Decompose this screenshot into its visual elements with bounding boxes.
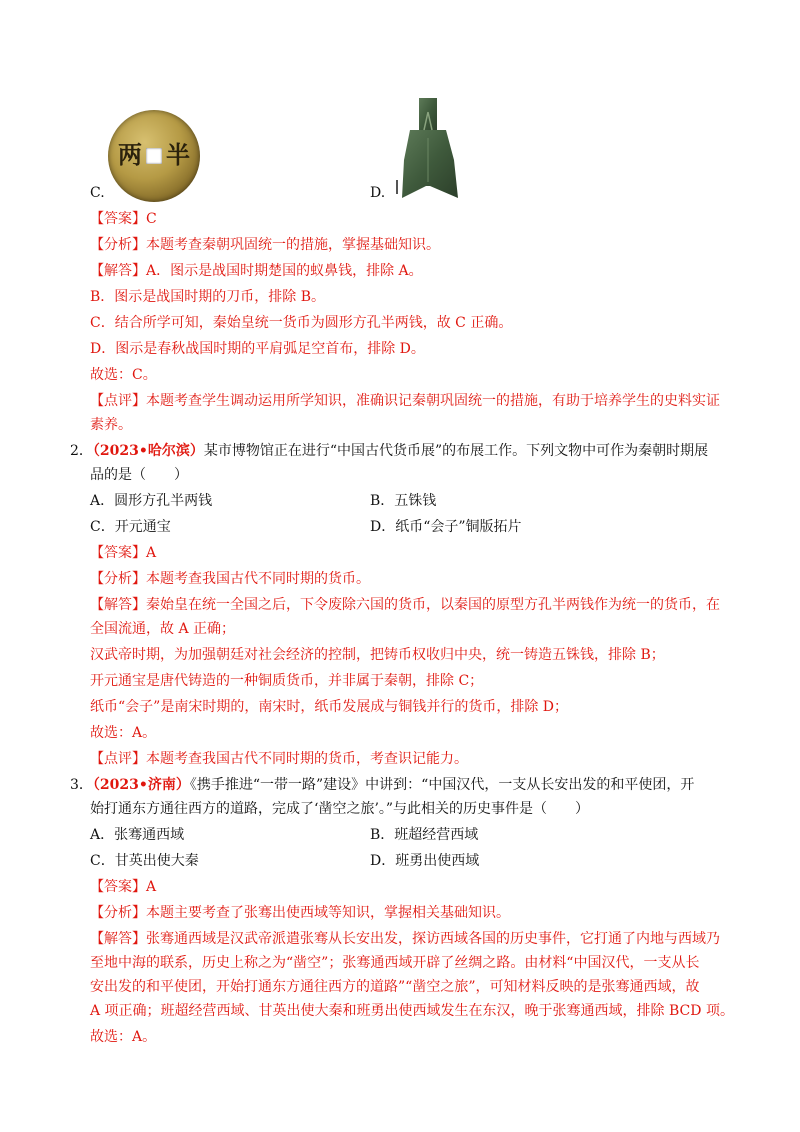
coin-square-hole [146,148,162,164]
q2-number: 2． [70,443,93,459]
q2-stem-text: 某市博物馆正在进行“中国古代货币展”的布展工作。下列文物中可作为秦朝时期展 [203,443,709,459]
q2-source: （2023•哈尔滨） [92,443,204,459]
q3-stem-line2: 始打通东方通往西方的道路，完成了‘凿空之旅’。”与此相关的历史事件是（ ） [90,801,590,817]
q1-comment-line1: 【点评】本题考查学生调动运用所学知识，准确识记秦朝巩固统一的措施，有助于培养学生的史料实证 [90,393,720,409]
q3-stem-text: 《携手推进“一带一路”建设》中讲到：“中国汉代，一支从长安出发的和平使团，开 [189,777,695,793]
q2-option-a: A．圆形方孔半两钱 [90,493,213,509]
q2-choice: 故选：A。 [90,725,157,741]
q1-solution-a: 【解答】A．图示是战国时期楚国的蚁鼻钱，排除 A。 [90,263,423,279]
q3-solution-line1: 【解答】张骞通西域是汉武帝派遣张骞从长安出发，探访西域各国的历史事件，它打通了内地与西域乃 [90,931,720,947]
q3-analysis: 【分析】本题主要考查了张骞出使西域等知识，掌握相关基础知识。 [90,905,510,921]
q3-solution-line2: 至地中海的联系，历史上称之为“凿空”；张骞通西域开辟了丝绸之路。由材料“中国汉代，一支从长 [90,955,700,971]
coin-glyph-left: 两 [118,140,142,169]
q2-stem-line1 [70,440,708,462]
q1-analysis: 【分析】本题考查秦朝巩固统一的措施，掌握基础知识。 [90,237,440,253]
q3-choice: 故选：A。 [90,1029,157,1045]
q3-option-a: A．张骞通西域 [90,827,185,843]
q3-solution-line3: 安出发的和平使团，开始打通东方通往西方的道路”“凿空之旅”，可知材料反映的是张骞通西域，故 [90,979,700,995]
q2-solution-line1: 【解答】秦始皇在统一全国之后，下令废除六国的货币，以秦国的原型方孔半两钱作为统一的货币，在 [90,597,720,613]
q2-solution-line4: 开元通宝是唐代铸造的一种铜质货币，并非属于秦朝，排除 C； [90,673,484,689]
q3-option-b: B．班超经营西域 [370,827,479,843]
q3-number: 3． [70,777,93,793]
q1-choice: 故选：C。 [90,367,157,383]
q2-option-d: D．纸币“会子”铜版拓片 [370,519,522,535]
q2-option-b: B．五铢钱 [370,493,437,509]
q2-answer: 【答案】A [90,545,157,561]
q2-solution-line2: 全国流通，故 A 正确； [90,621,236,637]
q1-comment-line2: 素养。 [90,417,132,433]
q3-source: （2023•济南） [92,777,190,793]
option-c-label: C. [90,185,105,201]
q2-comment: 【点评】本题考查我国古代不同时期的货币，考查识记能力。 [90,751,468,767]
q2-stem-line2: 品的是（ ） [90,467,188,483]
ban-liang-coin-image [108,110,200,202]
q1-solution-c: C．结合所学可知，秦始皇统一货币为圆形方孔半两钱，故 C 正确。 [90,315,513,331]
option-d-label: D. [370,185,386,201]
q2-option-c: C．开元通宝 [90,519,171,535]
coin-glyph-right: 半 [166,140,190,169]
q2-solution-line3: 汉武帝时期，为加强朝廷对社会经济的控制，把铸币权收归中央，统一铸造五铢钱，排除 B； [90,647,665,663]
q1-solution-d: D．图示是春秋战国时期的平肩弧足空首布，排除 D。 [90,341,425,357]
spade-coin-image [396,98,460,198]
q3-option-c: C．甘英出使大秦 [90,853,199,869]
q3-option-d: D．班勇出使西域 [370,853,480,869]
q2-analysis: 【分析】本题考查我国古代不同时期的货币。 [90,571,370,587]
q3-stem-line1 [70,774,694,796]
q3-solution-line4: A 项正确；班超经营西域、甘英出使大秦和班勇出使西域发生在东汉，晚于张骞通西域，排除 BCD 项。 [90,1003,734,1019]
q1-answer: 【答案】C [90,211,157,227]
q2-solution-line5: 纸币“会子”是南宋时期的，南宋时，纸币发展成与铜钱并行的货币，排除 D； [90,699,568,715]
q1-solution-b: B．图示是战国时期的刀币，排除 B。 [90,289,326,305]
q3-answer: 【答案】A [90,879,157,895]
